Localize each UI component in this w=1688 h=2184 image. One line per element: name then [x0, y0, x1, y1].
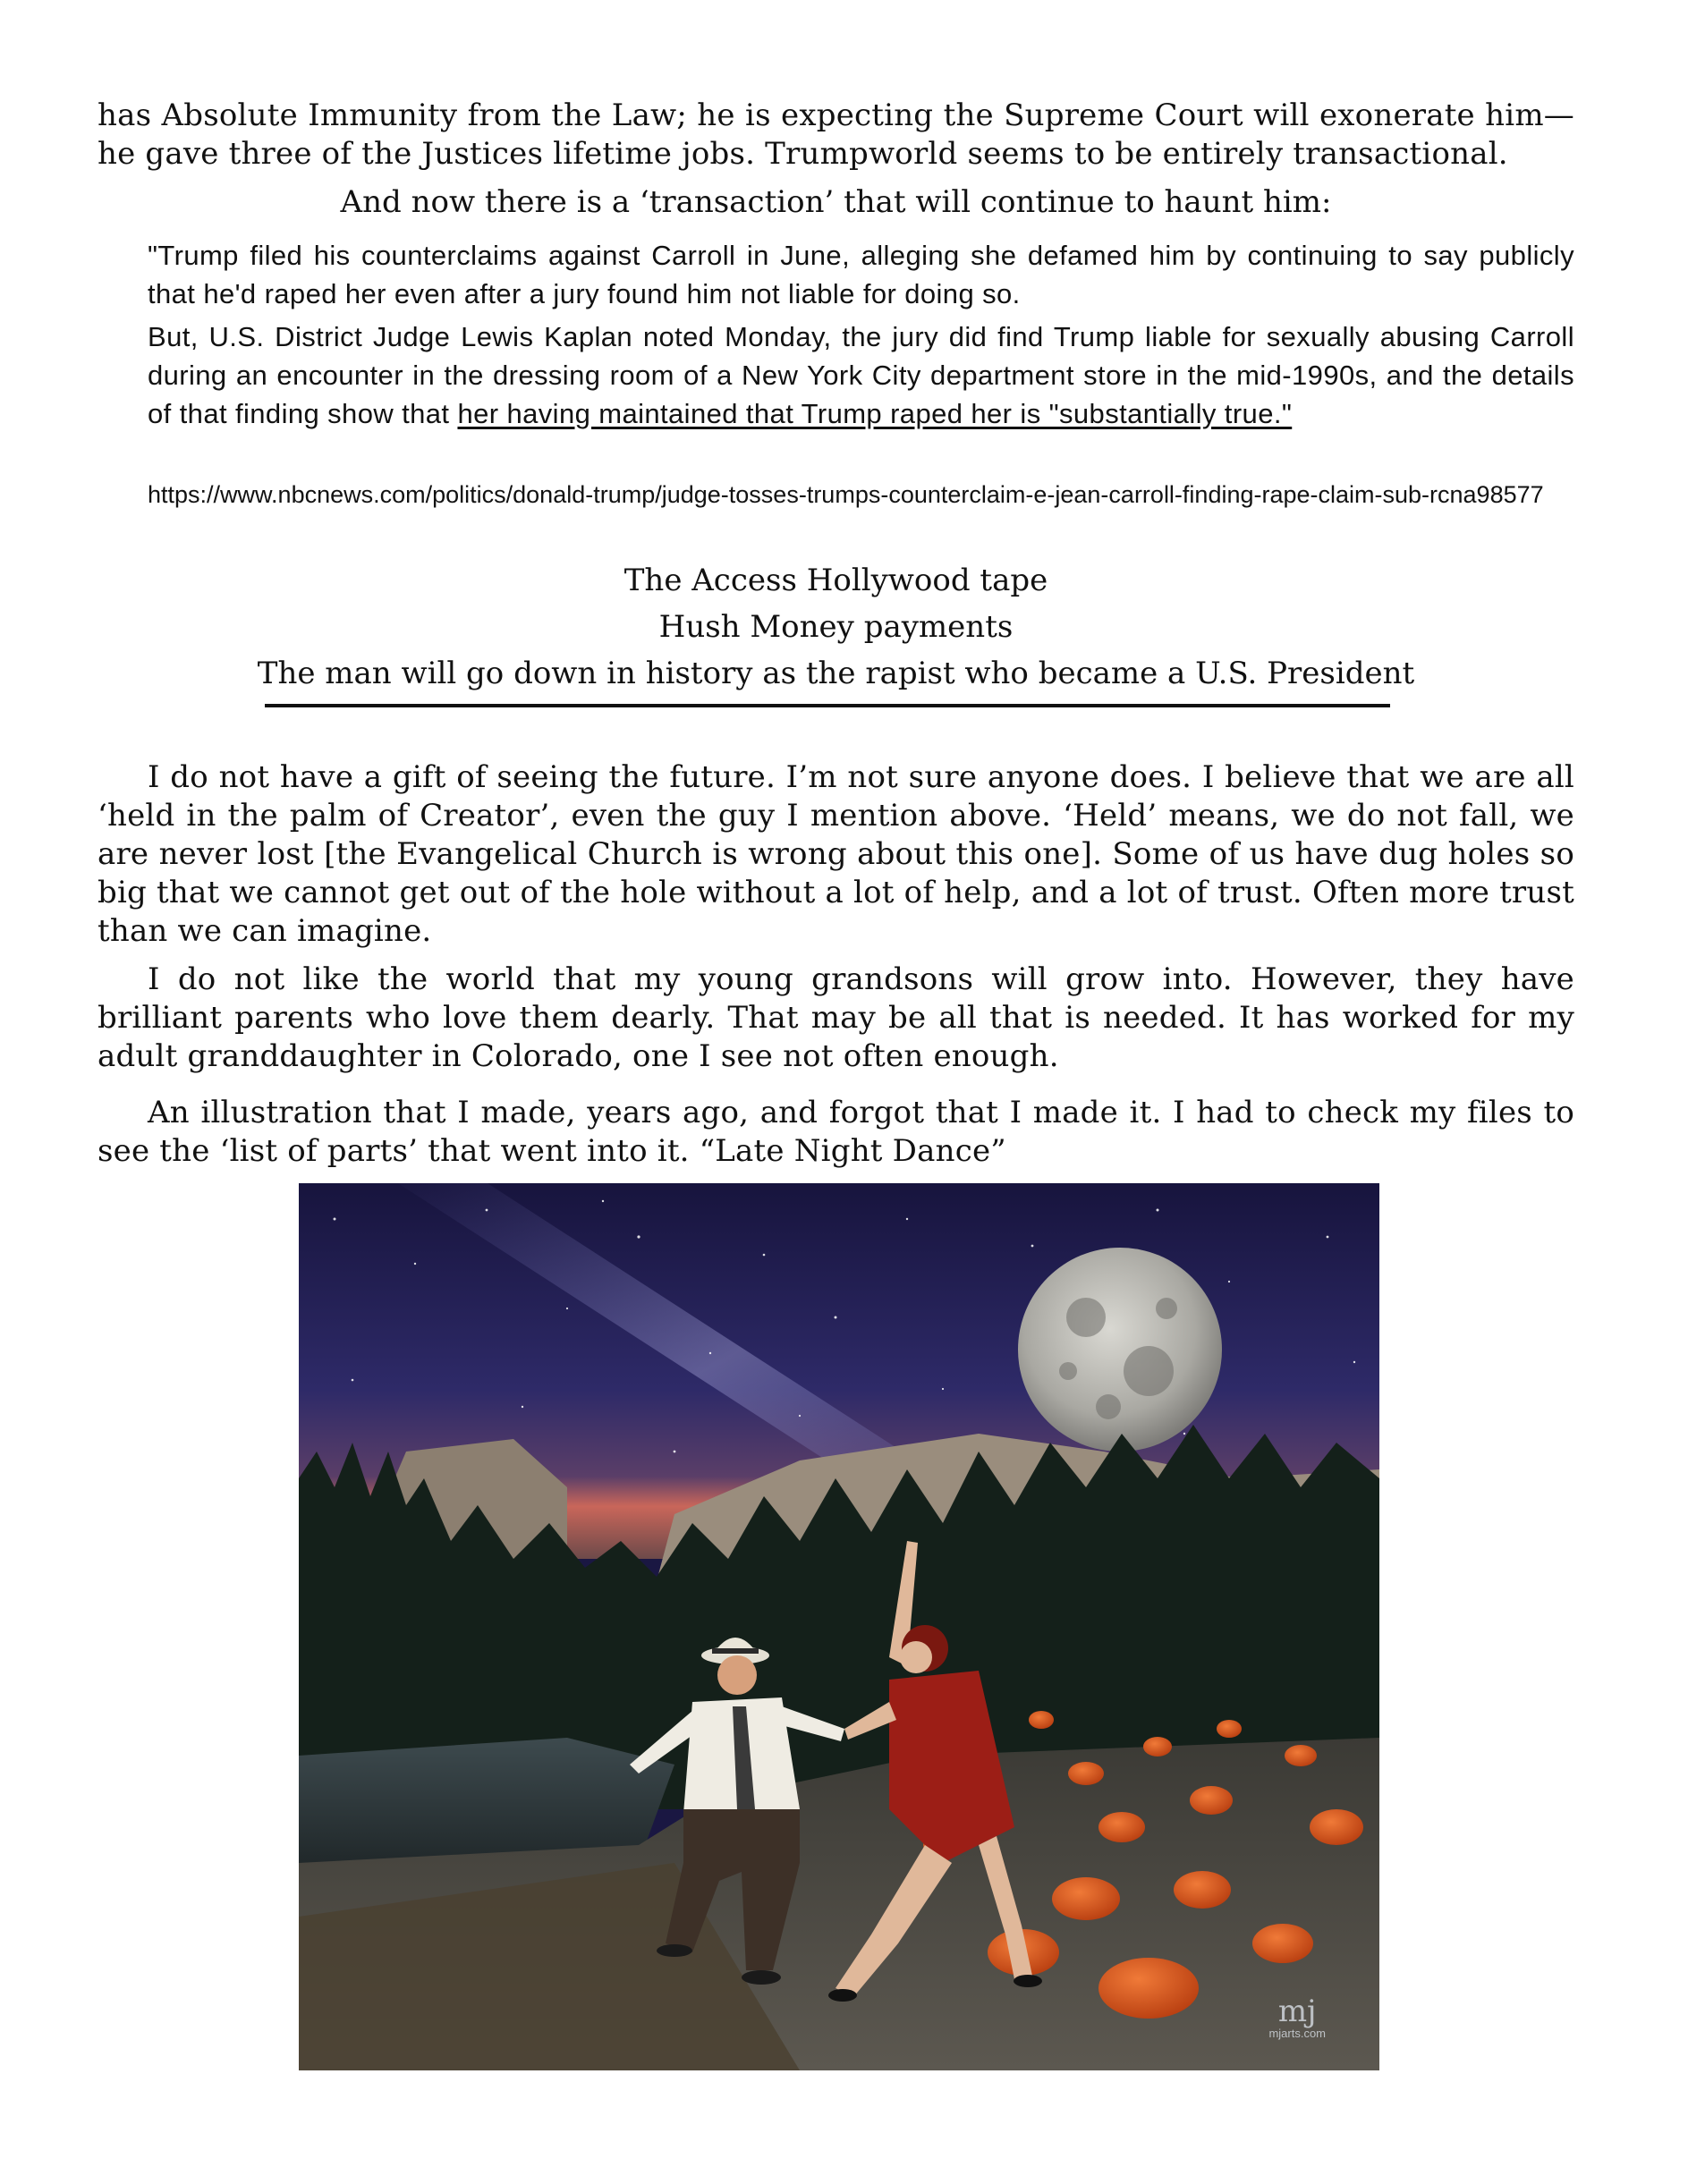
full-moon [1018, 1248, 1222, 1452]
section-divider [265, 704, 1390, 707]
list-item-history-statement: The man will go down in history as the rapist who became a U.S. President [257, 656, 1415, 691]
source-url[interactable]: https://www.nbcnews.com/politics/donald-trump/judge-tosses-trumps-counterclaim-e-jean-carroll-finding-rape-claim-sub-rcna98577 [148, 481, 1544, 508]
artist-signature [1268, 1996, 1326, 2040]
quote-underlined-claim: her having maintained that Trump raped her is "substantially true." [457, 398, 1293, 429]
quote-paragraph-1: "Trump filed his counterclaims against Carroll in June, alleging she defamed him by continuing to say publicly that he'd raped her even after a jury found him not liable for doing so. [148, 240, 1574, 309]
intro-paragraph: has Absolute Immunity from the Law; he is expecting the Supreme Court will exonerate him—he gave three of the Justices lifetime jobs. Trumpworld seems to be entirely transactional. [98, 97, 1574, 172]
body-paragraph-illustration: An illustration that I made, years ago, and forgot that I made it. I had to check my files to see the ‘list of parts’ that went into it. “Late Night Dance” [98, 1095, 1574, 1169]
artist-monogram-icon: mj [1277, 1994, 1317, 2029]
quote-paragraph-2-text: But, U.S. District Judge Lewis Kaplan noted Monday, the jury did find Trump liable for sexually abusing Carroll during an encounter in the dressing room of a New York City department store in the mid-1990s, and the details of that finding show that [148, 321, 1574, 429]
transaction-line: And now there is a ‘transaction’ that will continue to haunt him: [340, 184, 1332, 220]
late-night-dance-illustration [299, 1183, 1379, 2070]
list-item-access-hollywood: The Access Hollywood tape [623, 563, 1048, 598]
quote-paragraph-2 [148, 317, 1574, 433]
artist-website: mjarts.com [1268, 2027, 1326, 2040]
body-paragraph-future: I do not have a gift of seeing the future. I’m not sure anyone does. I believe that we are all ‘held in the palm of Creator’, even the guy I mention above. ‘Held’ means, we do not fall, we are never lost [the Evangelical Church is wrong about this one]. Some of us have dug holes so big that we cannot get out of the hole without a lot of help, and a lot of trust. Often more trust than we can imagine. [98, 759, 1574, 949]
body-paragraph-grandsons: I do not like the world that my young grandsons will grow into. However, they have brilliant parents who love them dearly. That may be all that is needed. It has worked for my adult granddaughter in Colorado, one I see not often enough. [98, 961, 1574, 1074]
illustration-scene [299, 1183, 1379, 2070]
list-item-hush-money: Hush Money payments [658, 609, 1014, 645]
